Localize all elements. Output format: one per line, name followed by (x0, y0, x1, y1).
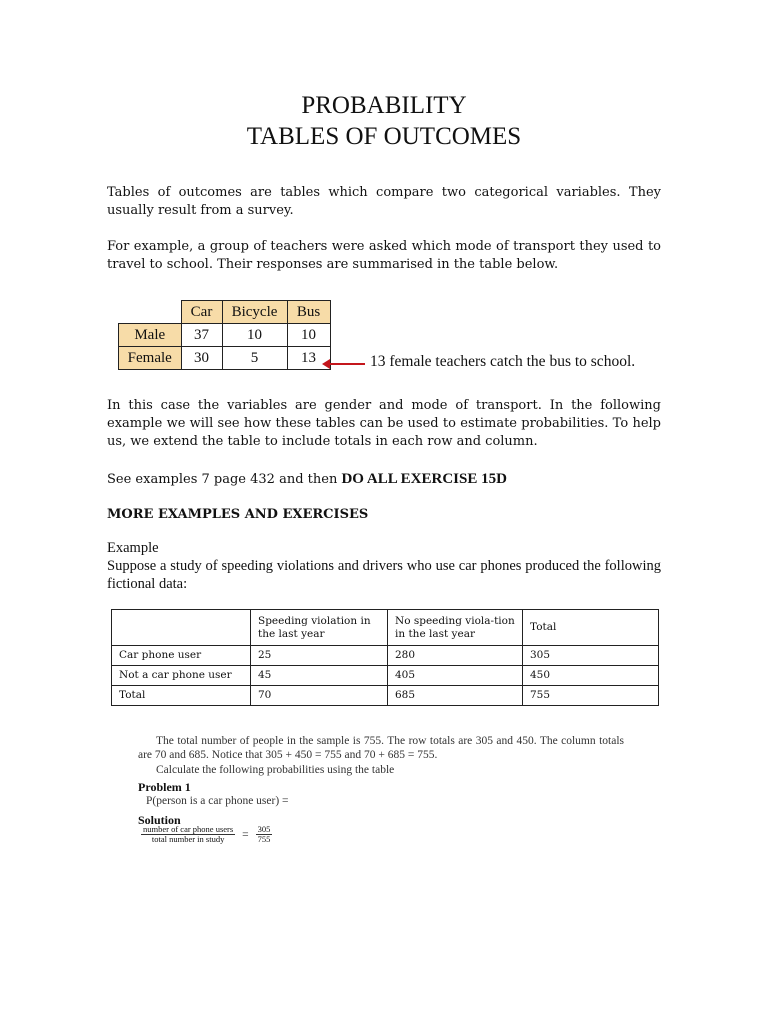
table-corner (112, 610, 251, 646)
header-no-speeding: No speeding viola-tion in the last year (388, 610, 523, 646)
table-cell: 25 (251, 646, 388, 666)
example-paragraph: For example, a group of teachers were asked which mode of transport they used to travel to school. Their responses are summarised in the table below. (107, 239, 661, 272)
variables-paragraph: In this case the variables are gender and mode of transport. In the following example we will see how these tables can be used to estimate probabilities. To help us, we extend the table to include totals in each row and column. (107, 398, 661, 449)
table-annotation: 13 female teachers catch the bus to school. (370, 353, 636, 370)
sample-totals-text: The total number of people in the sample is 755. The row totals are 305 and 450. The column totals are 70 and 685. Notice that 305 + 450 = 755 and 70 + 685 = 755. (138, 735, 624, 761)
fraction-numbers (256, 825, 273, 844)
fraction-denominator: total number in study (151, 834, 225, 844)
table-cell: 10 (222, 324, 287, 347)
header-bicycle: Bicycle (222, 301, 287, 324)
header-total: Total (523, 610, 659, 646)
table-corner (119, 301, 182, 324)
fraction-words (141, 825, 235, 844)
table-cell: 450 (523, 666, 659, 686)
section-heading: MORE EXAMPLES AND EXERCISES (107, 507, 369, 522)
fraction-numerator: number of car phone users (143, 824, 234, 834)
table-cell: 305 (523, 646, 659, 666)
table-cell: 405 (388, 666, 523, 686)
table-row (119, 347, 331, 370)
equals-sign: = (242, 828, 249, 841)
exercise-instruction (107, 470, 661, 489)
solution-formula (141, 825, 272, 844)
fraction-numerator: 305 (257, 824, 271, 834)
table-row (119, 324, 331, 347)
exercise-instruction-text: See examples 7 page 432 and then (107, 472, 342, 487)
table-cell: 5 (222, 347, 287, 370)
arrow-left-icon (322, 359, 330, 369)
table-cell: 10 (287, 324, 330, 347)
table-cell: 70 (251, 686, 388, 706)
example-text: Suppose a study of speeding violations and drivers who use car phones produced the following fictional data: (107, 558, 661, 592)
header-bus: Bus (287, 301, 330, 324)
speeding-table (111, 609, 659, 706)
table-cell: 755 (523, 686, 659, 706)
intro-paragraph: Tables of outcomes are tables which compare two categorical variables. They usually result from a survey. (107, 185, 661, 218)
fraction-denominator: 755 (257, 834, 271, 844)
row-label: Not a car phone user (112, 666, 251, 686)
row-label-male: Male (119, 324, 182, 347)
header-speeding: Speeding violation in the last year (251, 610, 388, 646)
table-cell: 30 (181, 347, 222, 370)
table-cell: 13 (287, 347, 330, 370)
instruction-text: Calculate the following probabilities using the table (156, 764, 395, 776)
row-label: Car phone user (112, 646, 251, 666)
title-line-1: PROBABILITY (301, 92, 467, 119)
transport-table (118, 300, 331, 370)
exercise-highlight: DO ALL EXERCISE 15D (341, 471, 507, 487)
solution-label: Solution (138, 813, 181, 827)
example-label: Example (107, 540, 159, 556)
table-cell: 37 (181, 324, 222, 347)
problem-label: Problem 1 (138, 780, 191, 794)
table-row (112, 686, 659, 706)
title-line-2: TABLES OF OUTCOMES (246, 123, 522, 150)
row-label-female: Female (119, 347, 182, 370)
header-car: Car (181, 301, 222, 324)
table-cell: 685 (388, 686, 523, 706)
table-row (112, 666, 659, 686)
table-cell: 45 (251, 666, 388, 686)
annotation-arrow-line (327, 363, 365, 365)
table-cell: 280 (388, 646, 523, 666)
table-row (112, 646, 659, 666)
row-label: Total (112, 686, 251, 706)
problem-text: P(person is a car phone user) = (146, 795, 289, 807)
